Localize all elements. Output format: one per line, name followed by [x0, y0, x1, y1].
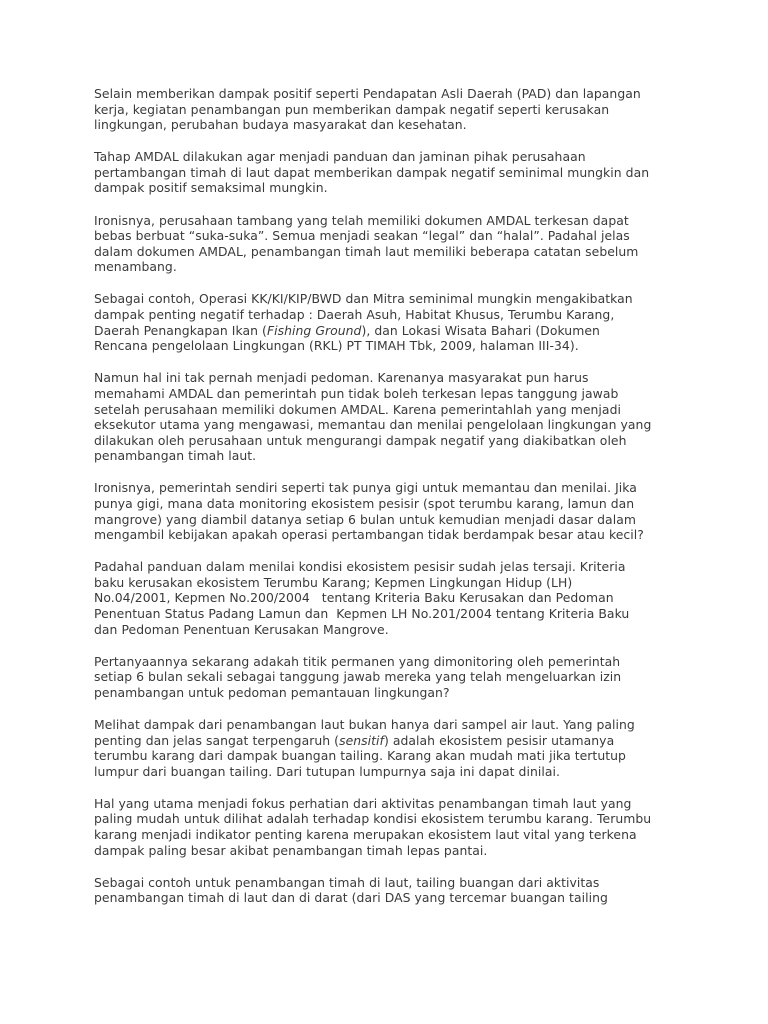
paragraph-1 — [94, 86, 676, 133]
text-line: Namun hal ini tak pernah menjadi pedoman. Karenanya masyarakat pun harus — [94, 370, 589, 386]
text-line: dan Pedoman Penentuan Kerusakan Mangrove. — [94, 621, 389, 637]
text-line: Padahal panduan dalam menilai kondisi ekosistem pesisir sudah jelas tersaji. Kriteria — [94, 559, 626, 575]
text-line: pertambangan timah di laut dapat memberikan dampak negatif seminimal mungkin dan — [94, 164, 650, 180]
paragraph-3 — [94, 213, 676, 275]
paragraph-9 — [94, 717, 676, 779]
paragraph-2 — [94, 149, 676, 196]
text-line: Pertanyaannya sekarang adakah titik permanen yang dimonitoring oleh pemerintah — [94, 653, 621, 669]
text-line: punya gigi, mana data monitoring ekosistem pesisir (spot terumbu karang, lamun dan — [94, 495, 635, 511]
text-line: lingkungan, perubahan budaya masyarakat dan kesehatan. — [94, 117, 467, 133]
text-line: kerja, kegiatan penambangan pun memberikan dampak negatif seperti kerusakan — [94, 101, 610, 117]
text-line: setelah perusahaan memiliki dokumen AMDAL. Karena pemerintahlah yang menjadi — [94, 401, 621, 417]
italic-term: sensitif — [339, 732, 384, 748]
text-line: Sebagai contoh, Operasi KK/KI/KIP/BWD dan Mitra seminimal mungkin mengakibatkan — [94, 291, 633, 307]
text-line: Ironisnya, perusahaan tambang yang telah memiliki dokumen AMDAL terkesan dapat — [94, 212, 629, 228]
text-line: lumpur dari buangan tailing. Dari tutupan lumpurnya saja ini dapat dinilai. — [94, 763, 560, 779]
text-line: setiap 6 bulan sekali sebagai tanggung jawab mereka yang telah mengeluarkan izin — [94, 669, 622, 685]
article-body — [94, 86, 676, 922]
text-line: terumbu karang dari dampak buangan tailing. Karang akan mudah mati jika tertutup — [94, 748, 626, 764]
text-line: Penentuan Status Padang Lamun dan Kepmen LH No.201/2004 tentang Kriteria Baku — [94, 606, 630, 622]
text-line: dampak paling besar akibat penambangan timah lepas pantai. — [94, 842, 488, 858]
text-line-mixed — [94, 323, 676, 339]
text-line: Tahap AMDAL dilakukan agar menjadi panduan dan jaminan pihak perusahaan — [94, 149, 586, 165]
text-run: penting dan jelas sangat terpengaruh ( — [94, 732, 340, 748]
text-run: ), dan Lokasi Wisata Bahari (Dokumen — [361, 322, 600, 338]
text-line: dampak penting negatif terhadap : Daerah Asuh, Habitat Khusus, Terumbu Karang, — [94, 307, 615, 323]
text-line: paling mudah untuk dilihat adalah terhadap kondisi ekosistem terumbu karang. Terumbu — [94, 811, 652, 827]
italic-term: Fishing Ground — [266, 322, 362, 338]
text-line: penambangan untuk pedoman pemantauan lingkungan? — [94, 684, 450, 700]
text-line: Rencana pengelolaan Lingkungan (RKL) PT TIMAH Tbk, 2009, halaman III-34). — [94, 338, 579, 354]
text-line: baku kerusakan ekosistem Terumbu Karang; Kepmen Lingkungan Hidup (LH) — [94, 574, 573, 590]
text-line: menambang. — [94, 259, 177, 275]
text-run: Daerah Penangkapan Ikan ( — [94, 322, 267, 338]
text-line: penambangan timah laut. — [94, 448, 257, 464]
text-line: mengambil kebijakan apakah operasi pertambangan tidak berdampak besar atau kecil? — [94, 527, 644, 543]
text-line: mangrove) yang diambil datanya setiap 6 bulan untuk kemudian menjadi dasar dalam — [94, 511, 636, 527]
text-line: dilakukan oleh perusahaan untuk mengurangi dampak negatif yang diakibatkan oleh — [94, 432, 627, 448]
text-line: Melihat dampak dari penambangan laut bukan hanya dari sampel air laut. Yang paling — [94, 717, 635, 732]
text-line: bebas berbuat “suka-suka”. Semua menjadi seakan “legal” dan “halal”. Padahal jelas — [94, 228, 630, 244]
text-line: memahami AMDAL dan pemerintah pun tidak boleh terkesan lepas tanggung jawab — [94, 385, 619, 401]
paragraph-4 — [94, 291, 676, 353]
text-line: No.04/2001, Kepmen No.200/2004 tentang Kriteria Baku Kerusakan dan Pedoman — [94, 590, 614, 606]
paragraph-6 — [94, 480, 676, 542]
text-line: penambangan timah di laut dan di darat (dari DAS yang tercemar buangan tailing — [94, 890, 608, 906]
text-line: Ironisnya, pemerintah sendiri seperti tak punya gigi untuk memantau dan menilai. Jika — [94, 480, 637, 496]
text-line: Selain memberikan dampak positif seperti Pendapatan Asli Daerah (PAD) dan lapangan — [94, 86, 641, 101]
paragraph-10 — [94, 796, 676, 858]
text-line: eksekutor utama yang mengawasi, memantau dan menilai pengelolaan lingkungan yang — [94, 417, 652, 433]
paragraph-7 — [94, 559, 676, 637]
paragraph-8 — [94, 654, 676, 701]
text-line-mixed — [94, 733, 676, 749]
text-line: karang menjadi indikator penting karena merupakan ekosistem laut vital yang terkena — [94, 827, 637, 843]
text-line: Hal yang utama menjadi fokus perhatian dari aktivitas penambangan timah laut yang — [94, 795, 632, 811]
text-run: ) adalah ekosistem pesisir utamanya — [383, 732, 615, 748]
paragraph-11 — [94, 875, 676, 906]
text-line: dalam dokumen AMDAL, penambangan timah laut memiliki beberapa catatan sebelum — [94, 243, 639, 259]
text-line: Sebagai contoh untuk penambangan timah di laut, tailing buangan dari aktivitas — [94, 874, 600, 890]
text-line: dampak positif semaksimal mungkin. — [94, 180, 328, 196]
paragraph-5 — [94, 370, 676, 464]
